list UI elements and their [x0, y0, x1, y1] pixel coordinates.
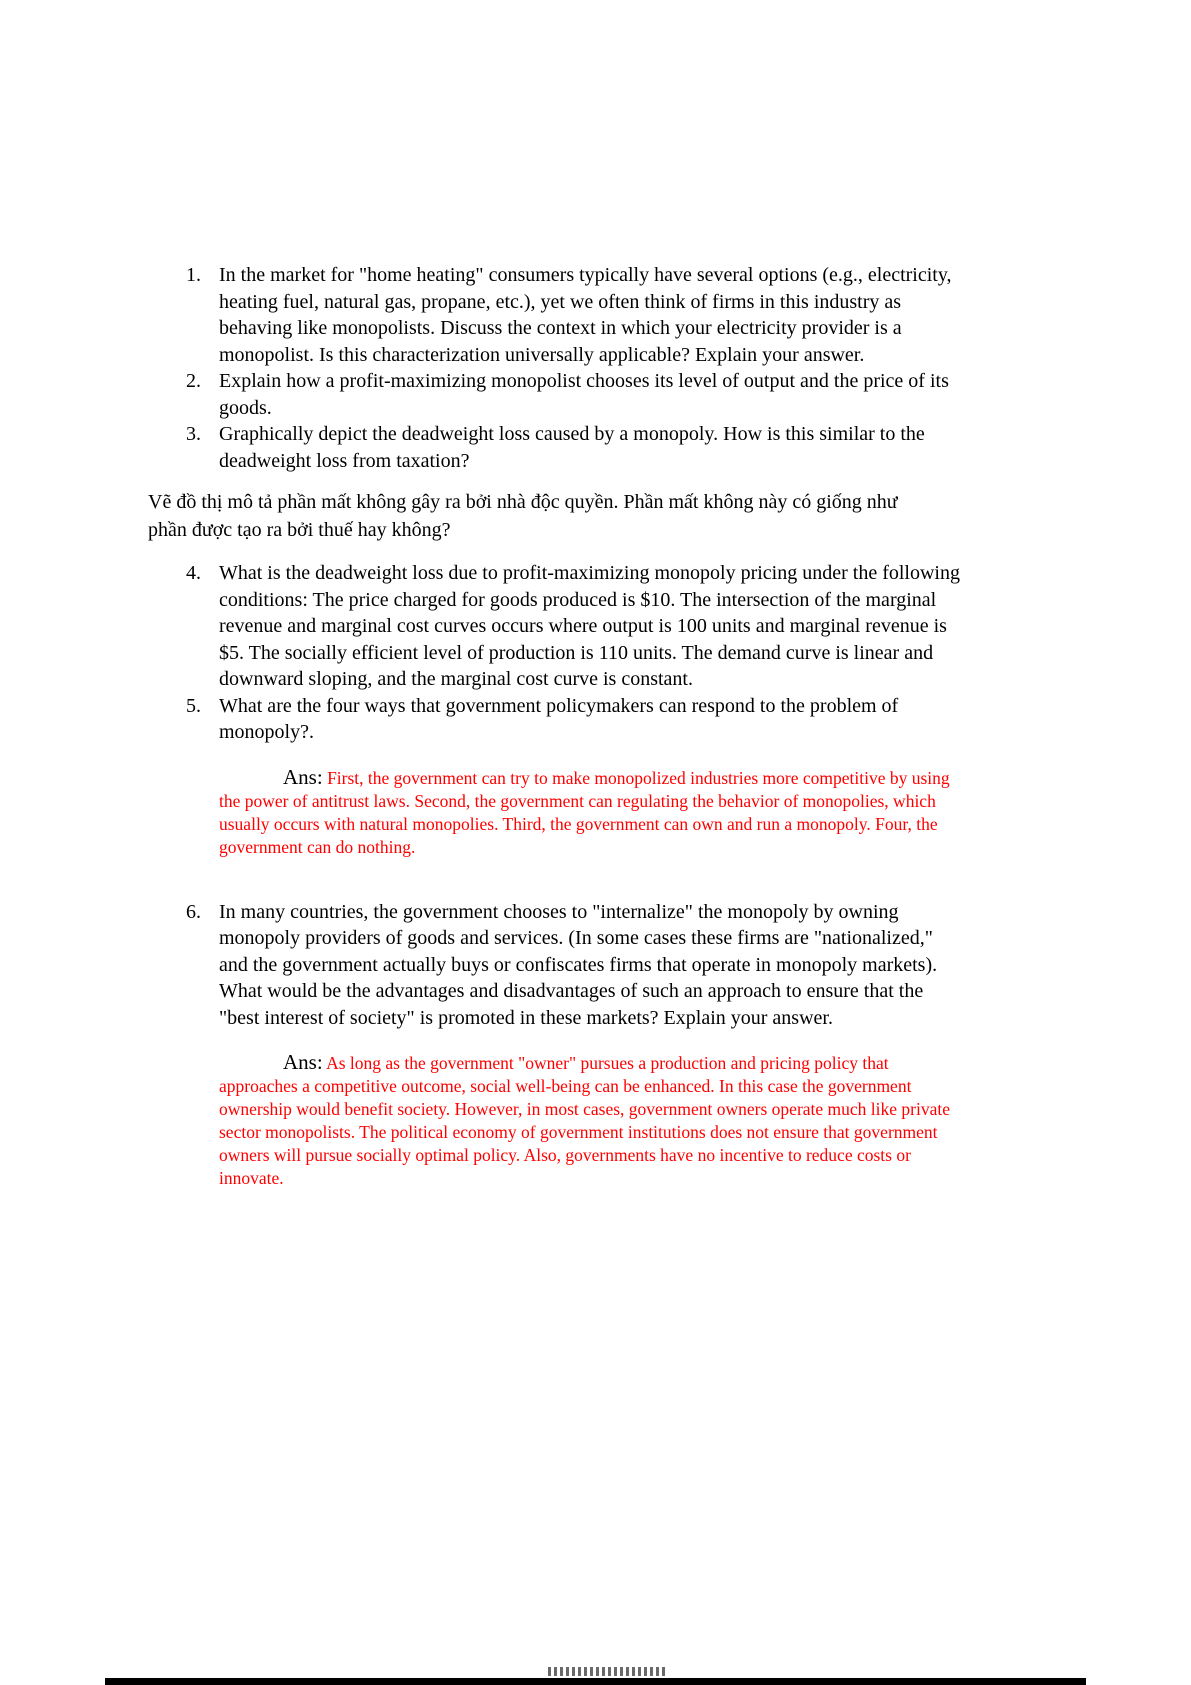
- question-item-3: [148, 421, 960, 474]
- question-number: 6.: [186, 900, 201, 923]
- vietnamese-translation-note: Vẽ đồ thị mô tả phần mất không gây ra bởi nhà độc quyền. Phần mất không này có giống như phần được tạo ra bởi thuế hay không?: [148, 491, 898, 541]
- question-item-5: [148, 693, 960, 746]
- question-number: 5.: [186, 694, 201, 717]
- answer-block-6: [219, 1051, 960, 1190]
- question-text: What is the deadweight loss due to profit-maximizing monopoly pricing under the following conditions: The price charged for goods produced is $10. The intersection of the marginal revenue and marginal cost curves occurs where output is 100 units and marginal revenue is $5. The socially efficient level of production is 110 units. The demand curve is linear and downward sloping, and the marginal cost curve is constant.: [219, 562, 960, 690]
- question-text: In the market for "home heating" consumers typically have several options (e.g., electricity, heating fuel, natural gas, propane, etc.), yet we often think of firms in this industry as behaving like monopolists. Discuss the context in which your electricity provider is a monopolist. Is this characterization universally applicable? Explain your answer.: [219, 264, 952, 366]
- question-text: In many countries, the government chooses to "internalize" the monopoly by owning monopoly providers of goods and services. (In some cases these firms are "nationalized," and the government actually buys or confiscates firms that operate in monopoly markets). What would be the advantages and disadvantages of such an approach to ensure that the "best interest of society" is promoted in these markets? Explain your answer.: [219, 900, 938, 1029]
- answer-label: Ans:: [283, 1050, 323, 1074]
- question-item-2: [148, 368, 960, 421]
- question-item-1: [148, 262, 960, 368]
- question-item-4: [148, 560, 960, 693]
- question-number: 3.: [186, 423, 201, 445]
- answer-text: First, the government can try to make monopolized industries more competitive by using the power of antitrust laws. Second, the government can regulating the behavior of monopolies, which usually occurs with natural monopolies. Third, the government can own and run a monopoly. Four, the government can do nothing.: [219, 767, 950, 857]
- question-number: 2.: [186, 370, 201, 392]
- answer-block-5: [219, 766, 960, 859]
- answer-label: Ans:: [283, 764, 323, 789]
- question-text: What are the four ways that government policymakers can respond to the problem of monopoly?.: [219, 694, 899, 743]
- question-text: Explain how a profit-maximizing monopolist chooses its level of output and the price of its goods.: [219, 370, 949, 419]
- question-text: Graphically depict the deadweight loss caused by a monopoly. How is this similar to the deadweight loss from taxation?: [219, 423, 925, 472]
- page-break-bar: [105, 1678, 1086, 1685]
- question-number: 1.: [186, 264, 201, 286]
- truncated-text-fragment: [548, 1667, 666, 1676]
- question-item-6: [148, 899, 960, 1032]
- answer-text: As long as the government "owner" pursues a production and pricing policy that approaches a competitive outcome, social well-being can be enhanced. In this case the government ownership would benefit society. However, in most cases, government owners operate much like private sector monopolists. The political economy of government institutions does not ensure that government owners will pursue socially optimal policy. Also, governments have no incentive to reduce costs or innovate.: [219, 1053, 951, 1188]
- question-number: 4.: [186, 562, 201, 584]
- document-content: [148, 262, 960, 1190]
